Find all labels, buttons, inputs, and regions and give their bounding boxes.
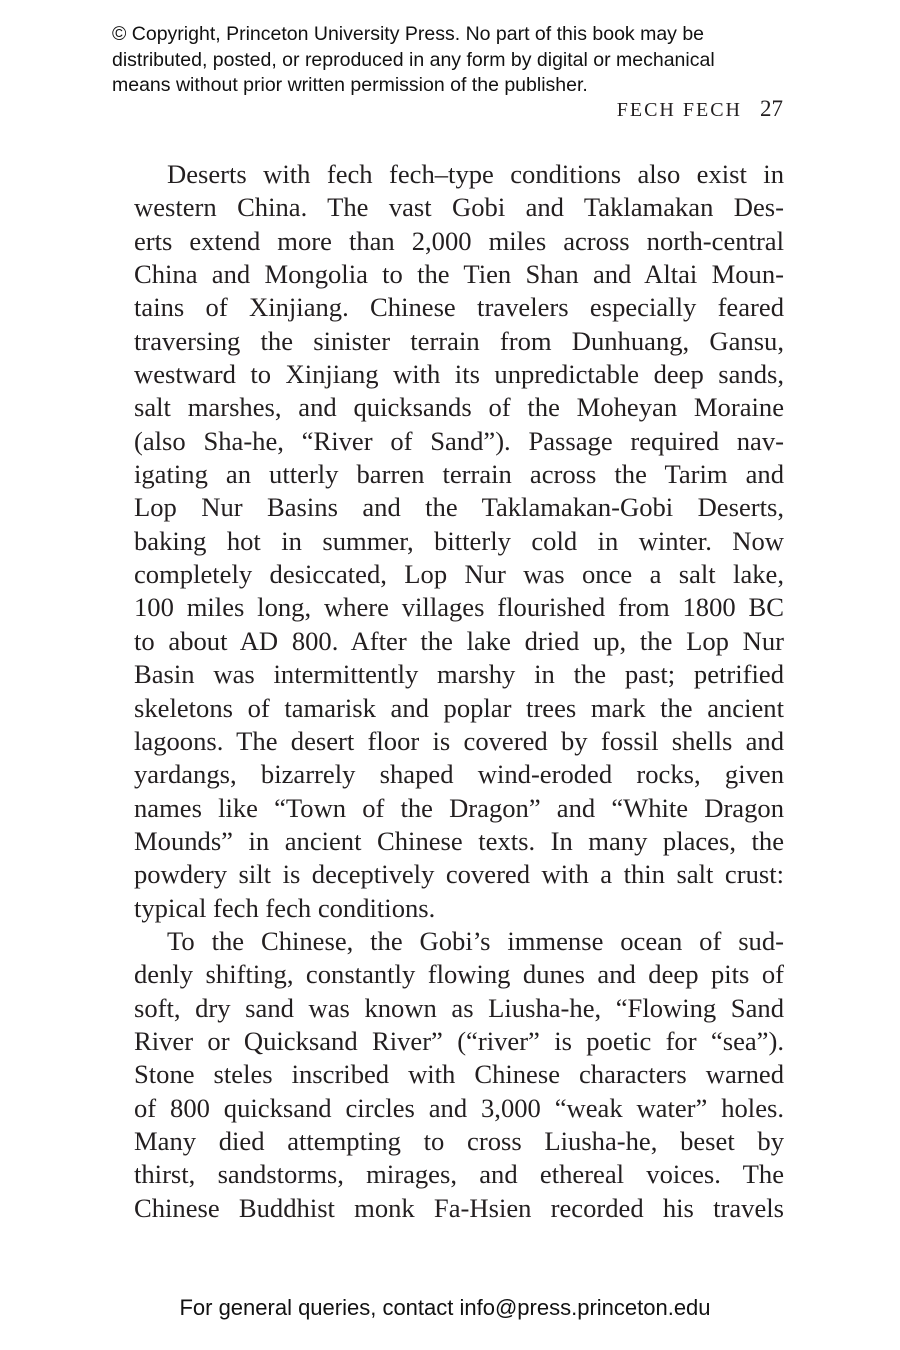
copyright-line: distributed, posted, or reproduced in any form by digital or mechanical (112, 48, 715, 71)
text-line: traversing the sinister terrain from Dunhuang, Gansu, (134, 325, 784, 356)
text-line: baking hot in summer, bitterly cold in winter. Now (134, 525, 784, 556)
footer-contact: For general queries, contact info@press.princeton.edu (179, 1295, 711, 1320)
text-line: westward to Xinjiang with its unpredictable deep sands, (134, 359, 784, 390)
page-number: 27 (760, 96, 783, 121)
text-line: denly shifting, constantly flowing dunes and deep pits of (134, 959, 784, 990)
text-line: names like “Town of the Dragon” and “White Dragon (134, 792, 784, 823)
text-line: western China. The vast Gobi and Taklamakan Des- (134, 192, 784, 223)
copyright-notice (112, 22, 812, 99)
text-line: yardangs, bizarrely shaped wind-eroded rocks, given (134, 759, 784, 790)
text-line: 100 miles long, where villages flourished from 1800 BC (134, 592, 784, 623)
running-title: FECH FECH (616, 99, 742, 121)
paragraph-1 (134, 158, 784, 925)
copyright-line: © Copyright, Princeton University Press. No part of this book may be (112, 23, 705, 45)
text-line: to about AD 800. After the lake dried up, the Lop Nur (134, 625, 784, 656)
text-line: River or Quicksand River” (“river” is poetic for “sea”). (134, 1025, 784, 1056)
text-line: lagoons. The desert floor is covered by fossil shells and (134, 725, 784, 756)
text-line: tains of Xinjiang. Chinese travelers especially feared (134, 292, 784, 323)
text-line: salt marshes, and quicksands of the Moheyan Moraine (134, 392, 784, 423)
text-line: China and Mongolia to the Tien Shan and Altai Moun- (134, 259, 784, 290)
copyright-line: means without prior written permission of the publisher. (112, 74, 588, 96)
paragraph-2 (134, 925, 784, 1225)
body-text (134, 158, 784, 1225)
text-line: erts extend more than 2,000 miles across north-central (134, 225, 784, 256)
text-line: of 800 quicksand circles and 3,000 “weak water” holes. (134, 1092, 784, 1123)
text-line: Stone steles inscribed with Chinese characters warned (134, 1059, 784, 1090)
text-line: Lop Nur Basins and the Taklamakan-Gobi Deserts, (134, 492, 784, 523)
text-line: soft, dry sand was known as Liusha-he, “Flowing Sand (134, 992, 784, 1023)
text-line: thirst, sandstorms, mirages, and ethereal voices. The (134, 1159, 784, 1190)
text-line: (also Sha-he, “River of Sand”). Passage required nav- (134, 425, 784, 456)
text-line: igating an utterly barren terrain across the Tarim and (134, 459, 784, 490)
text-line: completely desiccated, Lop Nur was once a salt lake, (134, 559, 784, 590)
text-line: Basin was intermittently marshy in the past; petrified (134, 659, 784, 690)
text-line: skeletons of tamarisk and poplar trees mark the ancient (134, 692, 784, 723)
text-line: typical fech fech conditions. (134, 892, 436, 923)
text-line: Many died attempting to cross Liusha-he, beset by (134, 1125, 784, 1156)
running-head (617, 96, 783, 122)
text-line: powdery silt is deceptively covered with a thin salt crust: (134, 859, 784, 890)
text-line: To the Chinese, the Gobi’s immense ocean of sud- (167, 925, 784, 956)
text-line: Mounds” in ancient Chinese texts. In many places, the (134, 825, 784, 856)
text-line: Deserts with fech fech–type conditions also exist in (167, 159, 784, 189)
text-line: Chinese Buddhist monk Fa-Hsien recorded his travels (134, 1192, 784, 1223)
